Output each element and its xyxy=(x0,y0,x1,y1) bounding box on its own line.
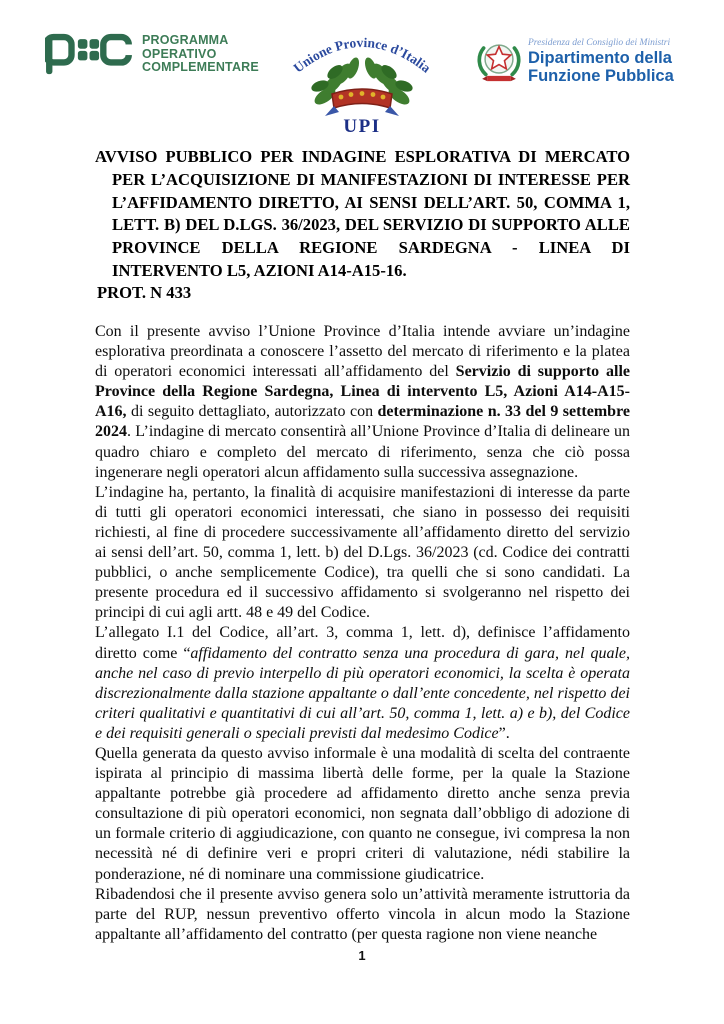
text-run: Quella generata da questo avviso informale è una modalità di scelta del contraente ispirata al principio di massima libertà delle forme, per la quale la Stazione appaltante potrebbe già procedere ad affidamento diretto anche senza previa consultazione di più operatori economici, non segnata dall’obbligo di adozione di un formale criterio di aggiudicazione, con quanto ne consegue, ivi compresa la non necessità né di definire veri e propri criteri di valutazione, nédi stabilire la ponderazione, né di nominare una commissione giudicatrice. xyxy=(95,744,630,883)
poc-wordmark xyxy=(142,34,259,75)
poc-line-2: OPERATIVO xyxy=(142,46,217,61)
dfp-script-line: Presidenza del Consiglio dei Ministri xyxy=(528,38,671,48)
text-run: Servizio di supporto alle Province della Regione Sardegna, Linea di intervento L5, Azioni A14-A15-A16, xyxy=(95,363,630,421)
paragraph xyxy=(95,623,630,744)
upi-arc-text: Unione Province d’Italia xyxy=(290,34,434,76)
paragraph xyxy=(95,744,630,885)
poc-logo xyxy=(45,32,259,81)
poc-line-1: PROGRAMMA xyxy=(142,33,229,47)
text-run: L’indagine ha, pertanto, la finalità di acquisire manifestazioni di interesse da parte di tutti gli operatori economici interessati, che siano in possesso dei requisiti richiesti, al fine di procedere successivamente all’affidamento diretto del servizio ai sensi dell’art. 50, comma 1, lett. b) del D.Lgs. 36/2023 (cd. Codice dei contratti pubblici, o anche semplicemente Codice), tra quelli che si sono candidati. La presente procedura ed il successivo affidamento si svolgeranno nel rispetto dei principi di cui agli artt. 48 e 49 del Codice. xyxy=(95,483,630,622)
text-run: Ribadendosi che il presente avviso genera solo un’attività meramente istruttoria da parte del RUP, nessun preventivo offerto vincola in alcun modo la Stazione appaltante all’affidamento del contratto (per questa ragione non viene neanche xyxy=(95,885,630,943)
dfp-wordmark xyxy=(528,38,674,85)
document-title: AVVISO PUBBLICO PER INDAGINE ESPLORATIVA DI MERCATO PER L’ACQUISIZIONE DI MANIFESTAZIONI DI INTERESSE PER L’AFFIDAMENTO DIRETTO, AI SENSI DELL’ART. 50, COMMA 1, LETT. B) DEL D.LGS. 36/2023, DEL SERVIZIO DI SUPPORTO ALLE PROVINCE DELLA REGIONE SARDEGNA - LINEA DI INTERVENTO L5, AZIONI A14-A15-16. xyxy=(95,147,630,280)
svg-text:Unione Province d’Italia xyxy=(291,35,434,76)
upi-logo xyxy=(284,16,440,138)
dfp-line-2: Funzione Pubblica xyxy=(528,67,674,85)
document-body xyxy=(95,322,630,962)
page-number: 1 xyxy=(358,948,366,963)
text-run: Con il presente avviso l’Unione Province d’Italia intende avviare un’indagine esplorativa preordinata a conoscere l’assetto del mercato di riferimento e la platea di operatori economici interessati all’affidamento del xyxy=(95,323,630,381)
poc-line-3: COMPLEMENTARE xyxy=(142,60,259,74)
text-run: . L’indagine di mercato consentirà all’Unione Province d’Italia di delineare un quadro chiaro e completo del mercato di riferimento, senza che ciò possa ingenerare negli operatori alcun affidamento sulla successiva assegnazione. xyxy=(95,423,630,481)
paragraph xyxy=(95,483,630,624)
upi-acronym: UPI xyxy=(343,116,381,137)
text-run: L’allegato I.1 del Codice, all’art. 3, comma 1, lett. d), definisce l’affidamento diretto come “ xyxy=(95,624,630,662)
text-run: affidamento del contratto senza una procedura di gara, nel quale, anche nel caso di previo interpello di più operatori economici, la scelta è operata discrezionalmente dalla stazione appaltante o dall’ente concedente, nel rispetto dei criteri qualitativi e quantitativi di cui all’art. 50, comma 1, lett. a) e b), del Codice e dei requisiti generali o speciali previsti dal medesimo Codice xyxy=(95,644,630,742)
paragraph xyxy=(95,885,630,945)
protocol-number: PROT. N 433 xyxy=(97,283,192,302)
text-run: ”. xyxy=(498,724,510,742)
text-run: determinazione n. 33 del 9 settembre 2024 xyxy=(95,403,630,441)
dfp-line-1: Dipartimento della xyxy=(528,49,672,67)
dfp-logo xyxy=(477,36,674,93)
text-run: di seguito dettagliato, autorizzato con xyxy=(126,403,378,421)
italy-emblem-icon xyxy=(477,36,521,93)
paragraph xyxy=(95,322,630,483)
poc-mark-icon xyxy=(45,32,133,81)
